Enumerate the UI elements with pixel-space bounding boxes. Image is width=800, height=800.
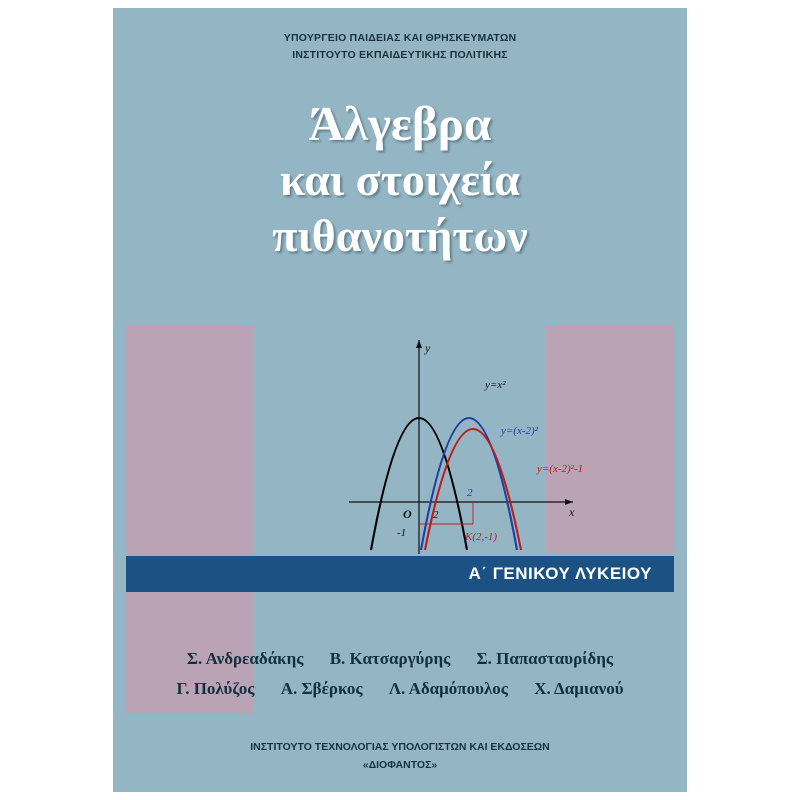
ministry-line-1: ΥΠΟΥΡΓΕΙΟ ΠΑΙΔΕΙΑΣ ΚΑΙ ΘΡΗΣΚΕΥΜΑΤΩΝ (283, 32, 517, 44)
axis-label-y: y (425, 341, 431, 355)
author-name: Α. Σβέρκος (280, 679, 363, 698)
ministry-line-2: ΙΝΣΤΙΤΟΥΤΟ ΕΚΠΑΙΔΕΥΤΙΚΗΣ ΠΟΛΙΤΙΚΗΣ (292, 49, 508, 61)
publisher-line-1: ΙΝΣΤΙΤΟΥΤΟ ΤΕΧΝΟΛΟΓΙΑΣ ΥΠΟΛΟΓΙΣΤΩΝ ΚΑΙ ΕΚΔΟΣΕΩΝ (250, 741, 550, 753)
grade-banner (126, 556, 674, 592)
title-line-1: Άλγεβρα (308, 96, 492, 151)
ministry-header (113, 30, 687, 64)
parabola-graph-illustration (341, 326, 609, 558)
axis-label-x: x (569, 505, 575, 519)
publisher-line-2: «ΔΙΟΦΑΝΤΟΣ» (362, 759, 438, 771)
author-name: Β. Κατσαργύρης (329, 649, 451, 668)
author-name: Σ. Ανδρεαδάκης (186, 649, 304, 668)
author-name: Χ. Δαμιανού (534, 679, 624, 698)
authors-block (113, 644, 687, 704)
publisher-block (113, 738, 687, 774)
authors-row-2 (113, 674, 687, 704)
author-name: Λ. Αδαμόπουλος (388, 679, 508, 698)
cover-artwork (113, 8, 687, 792)
book-title (113, 96, 687, 264)
vertex-label: K(2,-1) (465, 531, 498, 543)
authors-row-1 (113, 644, 687, 674)
author-name: Σ. Παπασταυρίδης (476, 649, 614, 668)
tick-y-minus-1: -1 (397, 527, 407, 539)
author-name: Γ. Πολύζος (176, 679, 255, 698)
title-line-2: και στοιχεία (280, 154, 520, 205)
title-line-3: πιθανοτήτων (272, 210, 528, 261)
curve-label-y-x-2-squared-minus-1: y=(x-2)²-1 (537, 463, 584, 475)
origin-label: O (403, 507, 412, 521)
curve-label-y-x2: y=x² (485, 379, 506, 391)
curve-label-y-x-2-squared: y=(x-2)² (501, 425, 538, 437)
tick-x-2a: 2 (433, 509, 439, 521)
grade-banner-label: Α΄ ΓΕΝΙΚΟΥ ΛΥΚΕΙΟΥ (468, 564, 652, 583)
tick-x-2b: 2 (467, 487, 473, 499)
